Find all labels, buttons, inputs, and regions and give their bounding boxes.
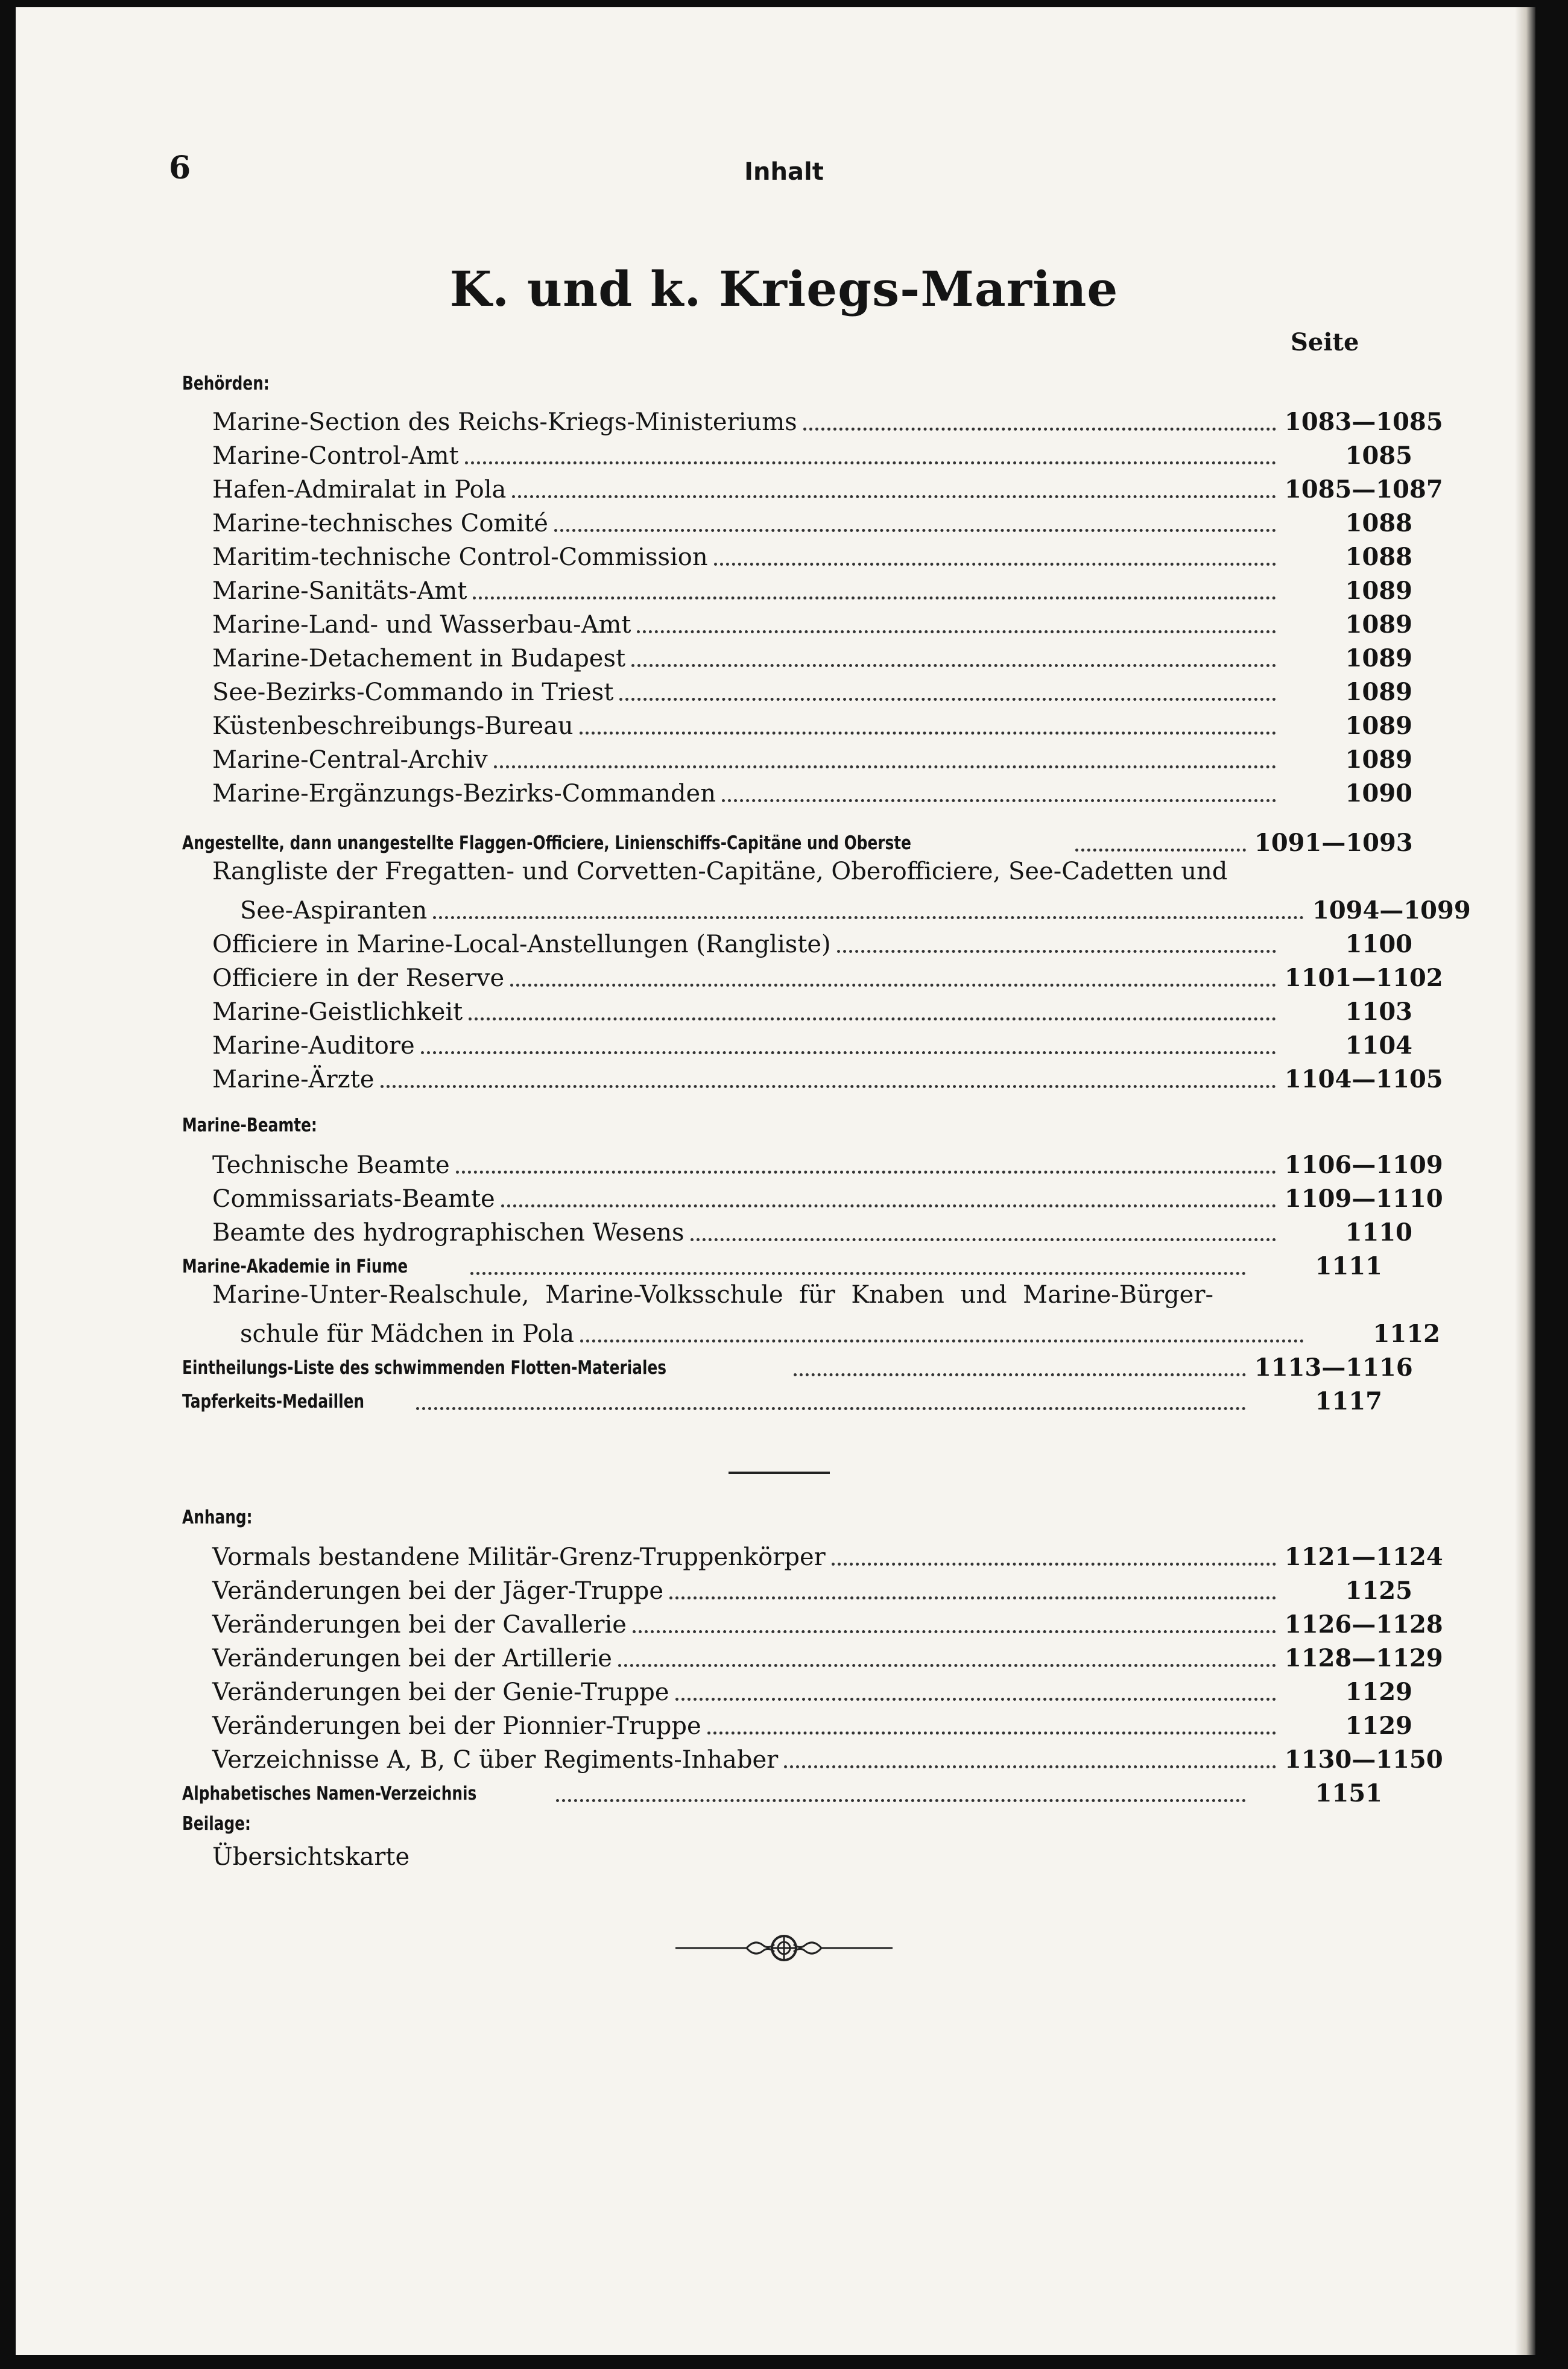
toc-entry-label: Küstenbeschreibungs-Bureau: [212, 712, 574, 740]
toc-entry[interactable]: [182, 1707, 1412, 1741]
toc-entry[interactable]: [182, 606, 1412, 639]
toc-entry[interactable]: [182, 1605, 1443, 1639]
section-divider-rule: [729, 1472, 830, 1474]
toc-entry[interactable]: [182, 1673, 1412, 1707]
page-title: K. und k. Kriegs-Marine: [449, 261, 1119, 317]
dot-leader: [556, 1799, 1246, 1802]
dot-leader: [618, 1664, 1276, 1667]
dot-leader: [465, 461, 1276, 464]
toc-entry-label: Verzeichnisse A, B, C über Regiments-Inhaber: [212, 1746, 779, 1774]
toc-section-entry[interactable]: [182, 1774, 1382, 1808]
toc-entry-pages: 1090: [1345, 779, 1412, 808]
toc-entry-beilage: Übersichtskarte: [212, 1843, 410, 1871]
toc-entry-pages: 1130—1150: [1285, 1745, 1443, 1774]
toc-entry-pages: 1091—1093: [1254, 829, 1413, 857]
dot-leader: [633, 1630, 1276, 1633]
toc-entry-pages: 1085: [1345, 441, 1412, 470]
toc-entry-label: Marine-Geistlichkeit: [212, 998, 463, 1026]
toc-entry-pages: 1121—1124: [1285, 1543, 1443, 1571]
section-heading-eintheilung: Eintheilungs-Liste des schwimmenden Flotten-Materiales: [182, 1357, 667, 1379]
toc-entry-label: Hafen-Admiralat in Pola: [212, 476, 507, 504]
toc-entry-pages: 1113—1116: [1254, 1353, 1413, 1382]
toc-entry[interactable]: [182, 925, 1412, 959]
running-head: Inhalt: [744, 158, 824, 186]
toc-entry-pages: 1101—1102: [1285, 964, 1443, 992]
toc-entry[interactable]: [182, 1315, 1440, 1349]
toc-entry-pages: 1089: [1345, 577, 1412, 605]
dot-leader: [381, 1085, 1277, 1088]
toc-entry-pages: 1085—1087: [1285, 475, 1443, 504]
toc-entry-label: Officiere in Marine-Local-Anstellungen (Rangliste): [212, 931, 831, 958]
toc-entry[interactable]: [182, 504, 1412, 538]
toc-entry-label: Marine-Section des Reichs-Kriegs-Ministeriums: [212, 408, 797, 436]
toc-entry-label: Marine-Control-Amt: [212, 442, 459, 470]
dot-leader: [469, 1017, 1276, 1020]
toc-entry-label: schule für Mädchen in Pola: [240, 1320, 575, 1348]
toc-entry[interactable]: [182, 741, 1412, 774]
toc-entry-pages: 1151: [1315, 1779, 1382, 1808]
toc-entry-pages: 1089: [1345, 745, 1412, 774]
dot-leader: [722, 799, 1276, 802]
dot-leader: [433, 916, 1304, 919]
dot-leader: [416, 1407, 1246, 1410]
dot-leader: [832, 1563, 1276, 1566]
section-heading-akademie: Marine-Akademie in Fiume: [182, 1256, 408, 1277]
toc-section-entry[interactable]: [182, 824, 1413, 858]
toc-entry-pages: 1103: [1345, 998, 1412, 1026]
pages-column-label: Seite: [1291, 328, 1359, 356]
dot-leader: [691, 1238, 1276, 1241]
dot-leader: [494, 765, 1276, 768]
dot-leader: [619, 698, 1276, 701]
toc-entry-label: Veränderungen bei der Pionnier-Truppe: [212, 1712, 701, 1740]
toc-entry[interactable]: [182, 572, 1412, 606]
toc-entry-label: Veränderungen bei der Cavallerie: [212, 1611, 627, 1639]
toc-entry-pages: 1088: [1345, 543, 1412, 571]
toc-entry-pages: 1129: [1345, 1712, 1412, 1740]
toc-entry-pages: 1126—1128: [1285, 1610, 1443, 1639]
toc-entry-label: Marine-Ärzte: [212, 1066, 375, 1093]
toc-entry-schule-line1: Marine-Unter-Realschule, Marine-Volksschule für Knaben und Marine-Bürger-: [212, 1281, 1213, 1309]
toc-entry-label: Vormals bestandene Militär-Grenz-Truppenkörper: [212, 1543, 826, 1571]
dot-leader: [510, 984, 1276, 987]
dot-leader: [473, 596, 1276, 599]
ornament-fleuron-icon: [675, 1931, 893, 1965]
toc-entry-rangliste-line1: Rangliste der Fregatten- und Corvetten-Capitäne, Oberofficiere, See-Cadetten und: [212, 858, 1228, 885]
toc-entry-label: Marine-Land- und Wasserbau-Amt: [212, 611, 631, 639]
toc-entry[interactable]: [182, 639, 1412, 673]
toc-entry-pages: 1111: [1315, 1252, 1382, 1280]
dot-leader: [421, 1051, 1276, 1054]
toc-entry[interactable]: [182, 1572, 1412, 1605]
dot-leader: [470, 1272, 1246, 1275]
section-heading-angestellte: Angestellte, dann unangestellte Flaggen-Officiere, Linienschiffs-Capitäne und Oberste: [182, 832, 911, 854]
toc-entry[interactable]: [182, 1639, 1443, 1673]
toc-entry[interactable]: [182, 959, 1443, 993]
toc-entry[interactable]: [182, 403, 1443, 437]
toc-entry[interactable]: [182, 993, 1412, 1026]
dot-leader: [631, 664, 1276, 667]
toc-entry[interactable]: [182, 538, 1412, 572]
toc-entry[interactable]: [182, 1180, 1443, 1213]
toc-entry-pages: 1106—1109: [1285, 1151, 1443, 1179]
dot-leader: [580, 1339, 1304, 1343]
toc-entry[interactable]: [182, 891, 1471, 925]
toc-entry[interactable]: [182, 774, 1412, 808]
dot-leader: [837, 950, 1276, 953]
dot-leader: [669, 1596, 1276, 1599]
toc-entry[interactable]: [182, 1741, 1443, 1774]
toc-entry-label: Maritim-technische Control-Commission: [212, 543, 708, 571]
toc-entry-pages: 1117: [1315, 1387, 1382, 1415]
toc-entry-pages: 1129: [1345, 1678, 1412, 1706]
toc-entry-pages: 1088: [1345, 509, 1412, 537]
section-heading-behoerden: Behörden:: [182, 373, 270, 394]
dot-leader: [784, 1765, 1276, 1768]
section-heading-anhang: Anhang:: [182, 1507, 253, 1528]
toc-entry[interactable]: [182, 1060, 1443, 1094]
toc-entry-label: Marine-technisches Comité: [212, 510, 548, 537]
section-heading-beamte: Marine-Beamte:: [182, 1115, 317, 1136]
toc-entry-label: Technische Beamte: [212, 1151, 450, 1179]
section-heading-namensverzeichnis: Alphabetisches Namen-Verzeichnis: [182, 1783, 477, 1804]
dot-leader: [675, 1698, 1276, 1701]
toc-entry-pages: 1100: [1345, 930, 1412, 958]
toc-entry-label: Commissariats-Beamte: [212, 1185, 495, 1213]
toc-entry[interactable]: [182, 437, 1412, 470]
toc-entry[interactable]: [182, 470, 1443, 504]
toc-entry[interactable]: [182, 1146, 1443, 1180]
dot-leader: [794, 1373, 1246, 1376]
page-edge-shadow: [1515, 7, 1535, 2355]
toc-entry-label: Veränderungen bei der Artillerie: [212, 1645, 612, 1672]
toc-entry-pages: 1094—1099: [1312, 896, 1471, 925]
toc-entry-pages: 1125: [1345, 1577, 1412, 1605]
dot-leader: [501, 1204, 1276, 1207]
toc-entry-label: Veränderungen bei der Jäger-Truppe: [212, 1577, 664, 1605]
toc-entry-pages: 1089: [1345, 644, 1412, 672]
toc-entry[interactable]: [182, 707, 1412, 741]
toc-entry-label: See-Bezirks-Commando in Triest: [212, 678, 614, 706]
toc-entry[interactable]: [182, 1538, 1443, 1572]
toc-entry[interactable]: [182, 673, 1412, 707]
toc-entry-label: Veränderungen bei der Genie-Truppe: [212, 1678, 669, 1706]
toc-entry-pages: 1083—1085: [1285, 408, 1443, 436]
dot-leader: [456, 1171, 1276, 1174]
toc-section-entry[interactable]: [182, 1349, 1413, 1382]
dot-leader: [554, 529, 1276, 532]
dot-leader: [707, 1732, 1276, 1735]
toc-entry-label: Beamte des hydrographischen Wesens: [212, 1219, 684, 1247]
toc-entry-label: Marine-Detachement in Budapest: [212, 645, 626, 672]
toc-entry-label: Marine-Auditore: [212, 1032, 415, 1060]
toc-entry-label: Marine-Ergänzungs-Bezirks-Commanden: [212, 780, 716, 808]
toc-section-entry[interactable]: [182, 1247, 1382, 1281]
toc-entry[interactable]: [182, 1026, 1412, 1060]
dot-leader: [637, 630, 1276, 633]
toc-entry-label: Marine-Sanitäts-Amt: [212, 577, 467, 605]
dot-leader: [803, 428, 1276, 431]
section-heading-tapferkeit: Tapferkeits-Medaillen: [182, 1391, 365, 1412]
toc-entry-pages: 1089: [1345, 678, 1412, 706]
toc-entry[interactable]: [182, 1213, 1412, 1247]
toc-entry-label: Marine-Central-Archiv: [212, 746, 488, 774]
toc-entry-label: See-Aspiranten: [240, 897, 428, 925]
page-number: 6: [169, 150, 191, 186]
toc-entry-pages: 1109—1110: [1285, 1184, 1443, 1213]
toc-entry-pages: 1104—1105: [1285, 1065, 1443, 1093]
toc-section-entry[interactable]: [182, 1382, 1382, 1416]
section-heading-beilage: Beilage:: [182, 1813, 251, 1835]
toc-entry-pages: 1128—1129: [1285, 1644, 1443, 1672]
dot-leader: [714, 563, 1276, 566]
dot-leader: [1075, 849, 1246, 852]
toc-entry-pages: 1089: [1345, 610, 1412, 639]
toc-entry-label: Officiere in der Reserve: [212, 964, 505, 992]
toc-entry-pages: 1110: [1345, 1218, 1412, 1247]
toc-entry-pages: 1089: [1345, 712, 1412, 740]
toc-entry-pages: 1104: [1345, 1031, 1412, 1060]
toc-entry-pages: 1112: [1373, 1320, 1440, 1348]
dot-leader: [580, 732, 1276, 735]
dot-leader: [512, 495, 1276, 498]
